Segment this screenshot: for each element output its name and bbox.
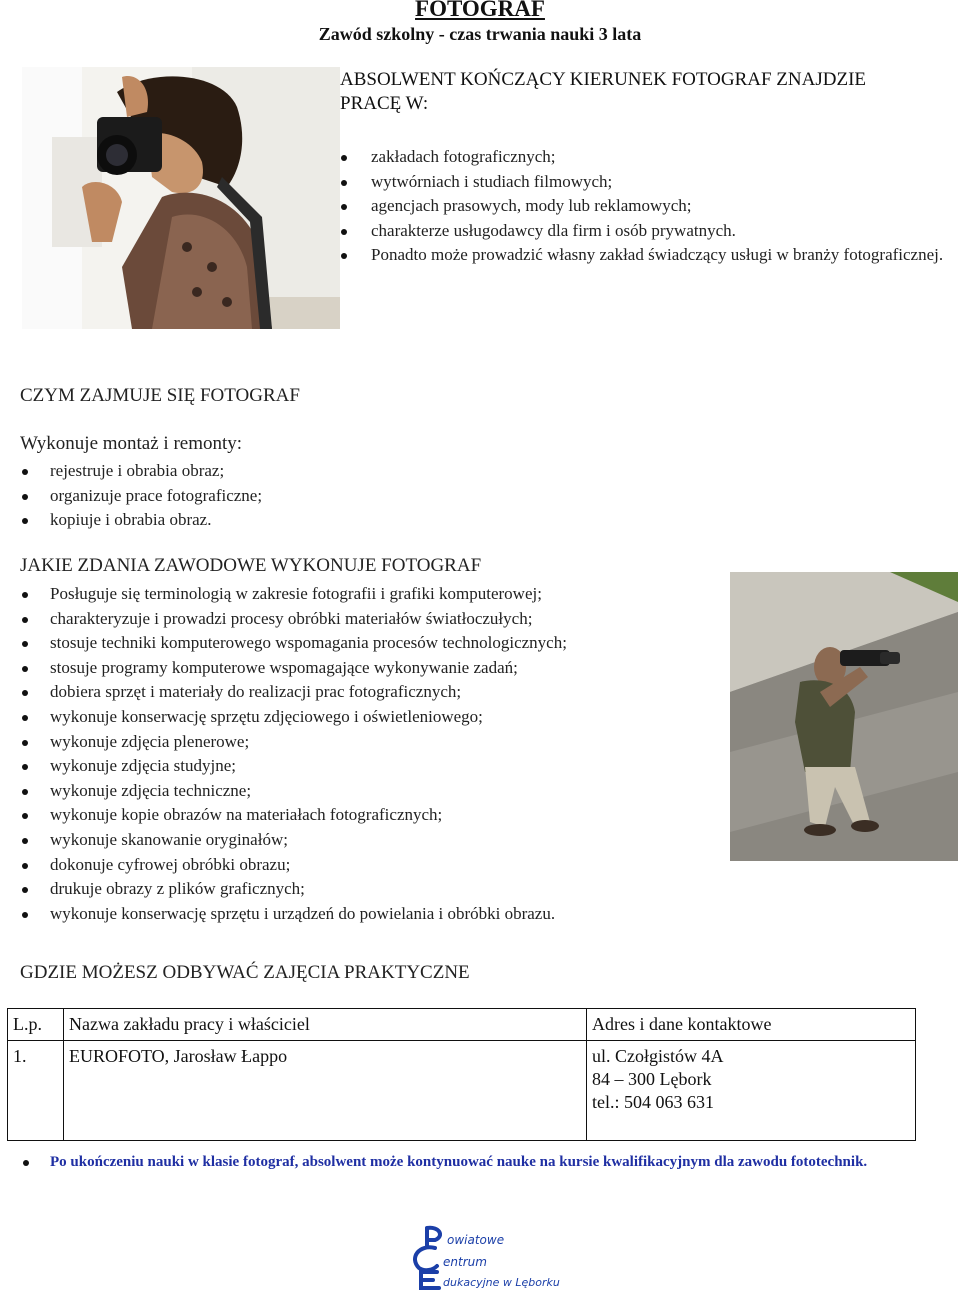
section-heading-what: CZYM ZAJMUJE SIĘ FOTOGRAF [20,385,300,406]
section-heading-tasks: JAKIE ZDANIA ZAWODOWE WYKONUJE FOTOGRAF [20,555,482,576]
list-item: wykonuje konserwację sprzętu i urządzeń do powielania i obróbki obrazu. [20,902,720,927]
column-header-name: Nazwa zakładu pracy i właściciel [64,1009,587,1041]
graduate-list [339,145,951,268]
cell-lp: 1. [8,1041,64,1141]
graduate-heading-line1: ABSOLWENT KOŃCZĄCY KIERUNEK FOTOGRAF ZNAJDZIE [340,69,867,90]
list-item: wykonuje zdjęcia techniczne; [20,779,720,804]
list-item: wykonuje skanowanie oryginałów; [20,828,720,853]
column-header-lp: L.p. [8,1009,64,1041]
cell-address [587,1041,916,1141]
list-item: drukuje obrazy z plików graficznych; [20,877,720,902]
pce-lebork-logo [405,1222,565,1294]
cell-name: EUROFOTO, Jarosław Łappo [64,1041,587,1141]
list-item: Ponadto może prowadzić własny zakład świadczący usługi w branży fotograficznej. [339,243,951,268]
section-heading-practice: GDZIE MOŻESZ ODBYWAĆ ZAJĘCIA PRAKTYCZNE [20,962,470,983]
list-item: Posługuje się terminologią w zakresie fotografii i grafiki komputerowej; [20,582,720,607]
list-item: stosuje programy komputerowe wspomagające wykonywanie zadań; [20,656,720,681]
practice-table [7,1008,916,1141]
list-item: charakterze usługodawcy dla firm i osób prywatnych. [339,219,951,244]
what-list [20,459,720,533]
address-city: 84 – 300 Lębork [592,1069,712,1089]
continuation-note: Po ukończeniu nauki w klasie fotograf, absolwent może kontynuować nauke na kursie kwalifikacyjnym dla zawodu fototechnik. [22,1152,940,1172]
graduate-heading-line2: PRACĘ W: [340,93,429,114]
page-title: FOTOGRAF [415,0,545,21]
list-item: wykonuje zdjęcia studyjne; [20,754,720,779]
list-item: wytwórniach i studiach filmowych; [339,170,951,195]
list-item: wykonuje konserwację sprzętu zdjęciowego i oświetleniowego; [20,705,720,730]
logo-line3: dukacyjne w Lęborku [443,1276,560,1289]
list-item: wykonuje kopie obrazów na materiałach fotograficznych; [20,803,720,828]
logo-line2: entrum [443,1255,487,1269]
photographer-woman-photo [22,67,340,329]
column-header-address: Adres i dane kontaktowe [587,1009,916,1041]
list-item: stosuje techniki komputerowego wspomagania procesów technologicznych; [20,631,720,656]
what-intro: Wykonuje montaż i remonty: [20,433,243,454]
address-street: ul. Czołgistów 4A [592,1046,724,1066]
logo-line1: owiatowe [447,1233,505,1247]
address-phone: tel.: 504 063 631 [592,1092,714,1112]
page-subtitle: Zawód szkolny - czas trwania nauki 3 lata [318,24,642,44]
graduate-heading [340,68,950,116]
list-item: charakteryzuje i prowadzi procesy obróbki materiałów światłoczułych; [20,607,720,632]
tasks-list [20,582,720,926]
list-item: kopiuje i obrabia obraz. [20,508,720,533]
list-item: dobiera sprzęt i materiały do realizacji prac fotograficznych; [20,680,720,705]
list-item: wykonuje zdjęcia plenerowe; [20,730,720,755]
list-item: agencjach prasowych, mody lub reklamowych; [339,194,951,219]
list-item: organizuje prace fotograficzne; [20,484,720,509]
table-row [8,1041,916,1141]
list-item: zakładach fotograficznych; [339,145,951,170]
list-item: rejestruje i obrabia obraz; [20,459,720,484]
table-header-row [8,1009,916,1041]
photographer-crouching-photo [730,572,958,861]
list-item: dokonuje cyfrowej obróbki obrazu; [20,853,720,878]
